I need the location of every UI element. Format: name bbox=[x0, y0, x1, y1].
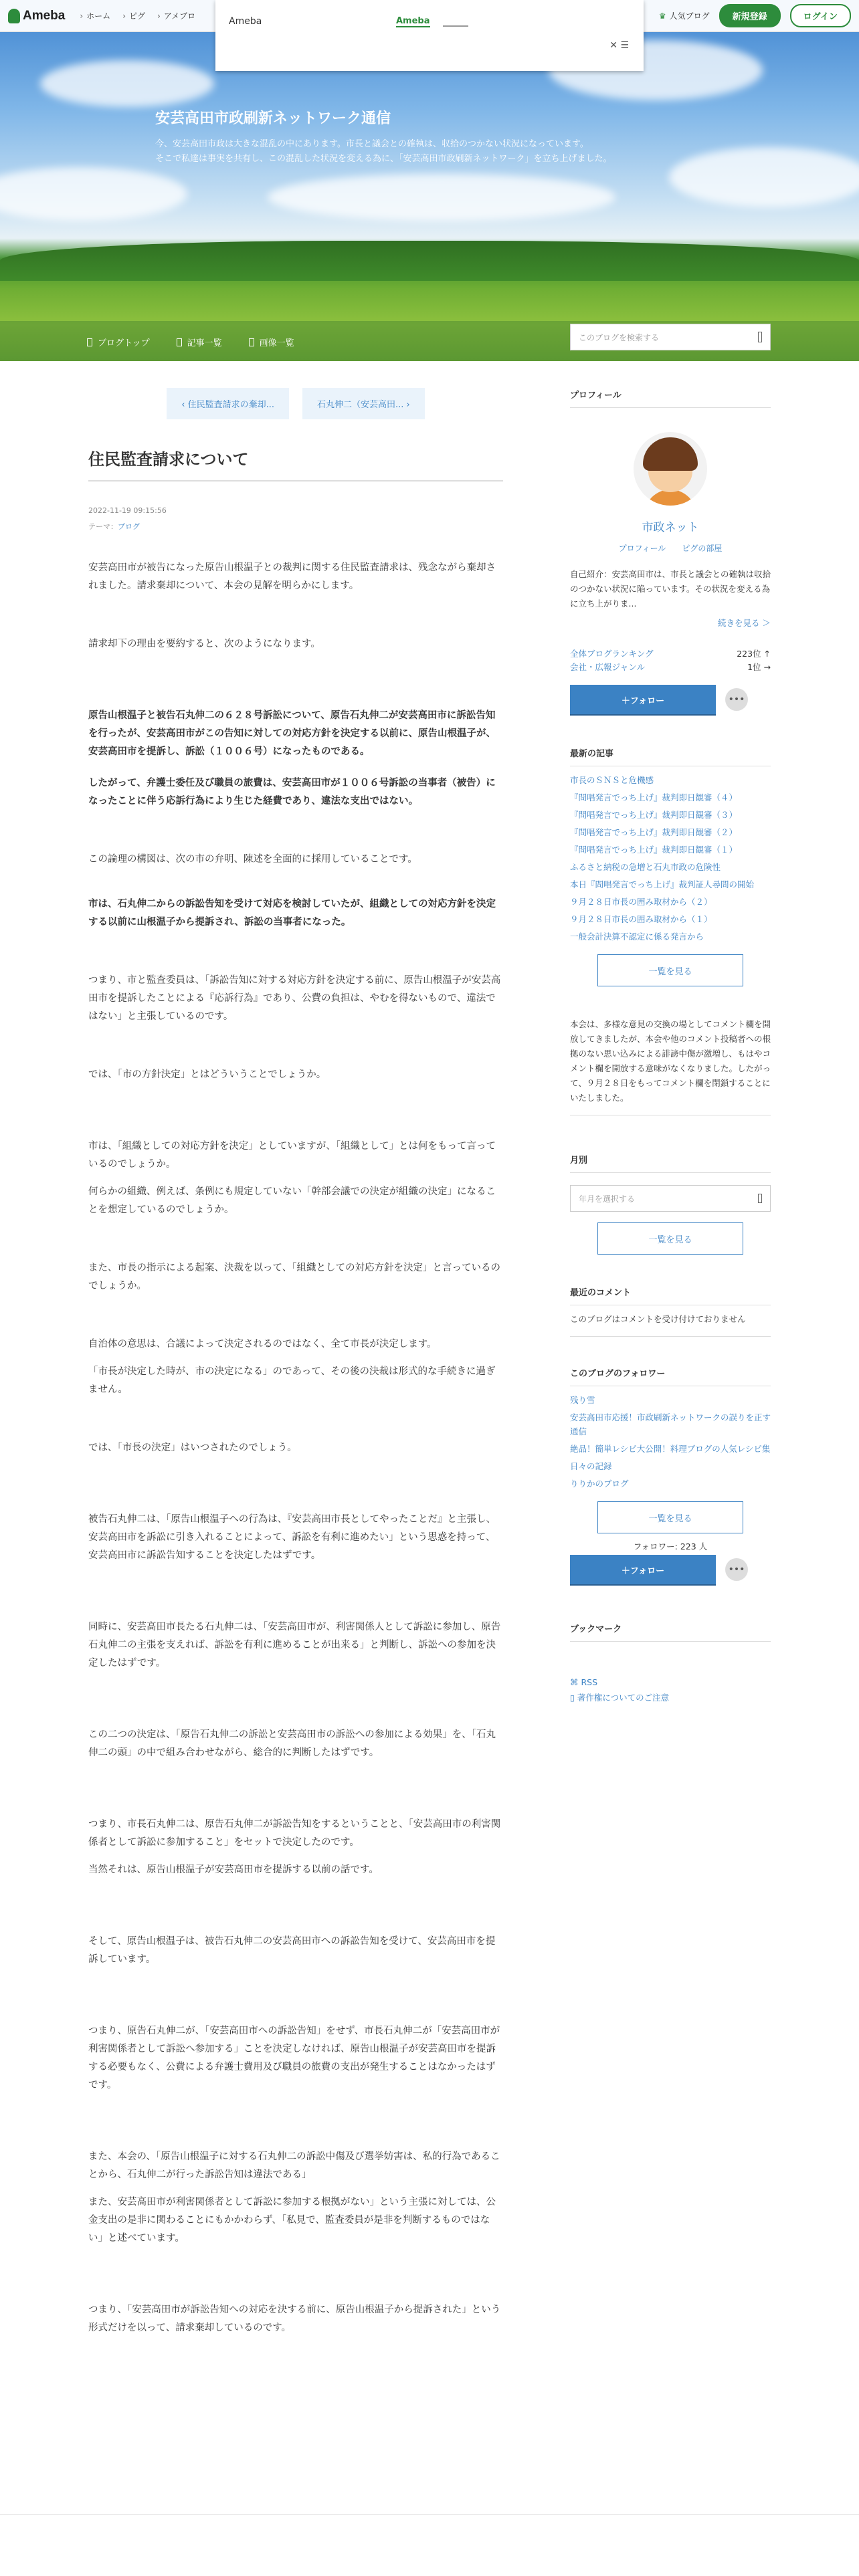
entry-body bbox=[88, 559, 503, 2337]
recent-heading: 最新の記事 bbox=[570, 746, 771, 766]
list-icon bbox=[177, 338, 182, 346]
nav-entry-list[interactable]: 記事一覧 bbox=[177, 336, 222, 348]
crown-icon: ♛ bbox=[658, 11, 666, 21]
followers-list-button[interactable]: 一覧を見る bbox=[597, 1501, 743, 1533]
rank-genre-value: 1位 → bbox=[747, 662, 771, 672]
main-column bbox=[88, 361, 503, 2337]
entry-paragraph: また、安芸高田市が利害関係者として訴訟に参加する根拠がない」という主張に対しては、公金支出の是非に関わることにもかかわらず、「私見で、監査委員が是非を判断するものではない」と述べています。 bbox=[88, 2197, 496, 2244]
month-select[interactable]: 年月を選択する bbox=[570, 1185, 771, 1212]
entry-paragraph: 市は、石丸伸二からの訴訟告知を受けて対応を検討していたが、組織としての対応方針を決定する以前に山根温子から提訴され、訴訟の当事者になった。 bbox=[88, 899, 496, 928]
entry-paragraph: 市は、「組織としての対応方針を決定」としていますが、「組織として」とは何をもって言っているのでしょうか。 bbox=[88, 1141, 496, 1170]
ad-brand: Ameba bbox=[229, 16, 262, 27]
recent-entry-link[interactable]: 『問唱発言でっち上げ』裁判即日観審（４） bbox=[570, 792, 738, 802]
entry-paragraph: つまり、市長石丸伸二は、原告石丸伸二が訴訟告知をするということと、「安芸高田市の利害関係者として訴訟に参加すること」をセットで決定したのです。 bbox=[88, 1819, 501, 1848]
topnav-pigg[interactable]: › ピグ bbox=[122, 10, 145, 21]
entry-paragraph: 自治体の意思は、合議によって決定されるのではなく、全て市長が決定します。 bbox=[88, 1339, 437, 1350]
rank-genre-link[interactable]: 会社・広報ジャンル bbox=[570, 662, 645, 672]
entry-paragraph: 「市長が決定した時が、市の決定になる」のであって、その後の決裁は形式的な手続きに過ぎません。 bbox=[88, 1366, 496, 1395]
blog-title[interactable]: 安芸高田市政刷新ネットワーク通信 bbox=[155, 110, 391, 127]
monthly-heading: 月別 bbox=[570, 1153, 771, 1173]
recent-entry-link[interactable]: 『問唱発言でっち上げ』裁判即日観審（３） bbox=[570, 810, 738, 820]
entry-paragraph: この論理の構図は、次の市の弁明、陳述を全面的に採用していることです。 bbox=[88, 854, 417, 865]
ameba-logo[interactable]: Ameba bbox=[8, 9, 65, 23]
profile-name[interactable]: 市政ネット bbox=[642, 521, 699, 534]
recent-list bbox=[570, 773, 771, 944]
entry-paragraph: この二つの決定は、「原告石丸伸二の訴訟と安芸高田市の訴訟への参加による効果」を、「石丸伸二の頭」の中で組み合わせながら、総合的に判断したはずです。 bbox=[88, 1729, 496, 1758]
entry-date: 2022-11-19 09:15:56 bbox=[88, 506, 167, 515]
recent-entry-link[interactable]: 『問唱発言でっち上げ』裁判即日観審（２） bbox=[570, 827, 738, 837]
entry-paragraph: また、市長の指示による起案、決裁を以って、「組織としての対応方針を決定」と言っているのでしょうか。 bbox=[88, 1263, 500, 1291]
ad-divider bbox=[443, 25, 468, 27]
theme-link[interactable]: ブログ bbox=[118, 522, 140, 531]
document-icon: ▯ bbox=[570, 1693, 577, 1703]
profile-text: 自己紹介：安芸高田市は、市長と議会との確執は収拾のつかない状況に陥っています。その状況を変える為に立ち上がりま... bbox=[570, 569, 771, 609]
entry-pager bbox=[88, 388, 503, 419]
entry-paragraph: そして、原告山根温子は、被告石丸伸二の安芸高田市への訴訟告知を受けて、安芸高田市を提訴しています。 bbox=[88, 1936, 496, 1965]
rss-link[interactable]: ⌘ RSS bbox=[570, 1677, 598, 1687]
follower-link[interactable]: 残り雪 bbox=[570, 1395, 595, 1405]
monthly-list-button[interactable]: 一覧を見る bbox=[597, 1222, 743, 1255]
image-icon bbox=[249, 338, 254, 346]
copyright-link[interactable]: ▯ 著作権についてのご注意 bbox=[570, 1693, 670, 1703]
entry-paragraph: 被告石丸伸二は、「原告山根温子への行為は、『安芸高田市長としてやったことだ』と主張し、安芸高田市を訴訟に引き入れることによって、訴訟を有利に進めたい」という思惑を持って、安芸高田市に訴訟告知することを決定したはずです。 bbox=[88, 1514, 496, 1561]
header-trees bbox=[0, 241, 859, 281]
blog-search-input[interactable] bbox=[570, 324, 771, 350]
entry-paragraph: つまり、「安芸高田市が訴訟告知への対応を決する前に、原告山根温子から提訴された」という形式だけを以って、請求棄却しているのです。 bbox=[88, 2304, 501, 2333]
ranking bbox=[570, 647, 771, 674]
recent-entry-link[interactable]: 一般会計決算不認定に係る発言から bbox=[570, 932, 704, 942]
more-options-icon[interactable]: ••• bbox=[725, 688, 748, 711]
notice-text: 本会は、多様な意見の交換の場としてコメント欄を開放してきましたが、本会や他のコメント投稿者への根拠のない思い込みによる誹謗中傷が激増し、もはやコメント欄を開放する意味がなくなりました。したがって、９月２８日をもってコメント欄を閉鎖することにいたしました。 bbox=[570, 1017, 771, 1115]
follower-link[interactable]: 安芸高田市応援！市政刷新ネットワークの誤りを正す通信 bbox=[570, 1412, 771, 1436]
chevron-down-icon bbox=[758, 1194, 762, 1203]
ad-link[interactable]: Ameba bbox=[396, 16, 430, 26]
follower-link[interactable]: りりかのブログ bbox=[570, 1479, 629, 1489]
chevron-right-icon: › bbox=[403, 400, 410, 410]
topnav-ameblo[interactable]: › アメブロ bbox=[157, 10, 195, 21]
home-icon bbox=[87, 338, 92, 346]
rss-icon: ⌘ bbox=[570, 1677, 581, 1687]
footer-divider bbox=[0, 2514, 859, 2515]
sidebar bbox=[570, 361, 771, 1705]
ad-close-icon[interactable]: ✕ ☰ bbox=[609, 40, 629, 51]
bookmark-heading: ブックマーク bbox=[570, 1622, 771, 1642]
entry-paragraph: 請求却下の理由を要約すると、次のようになります。 bbox=[88, 639, 320, 649]
entry-paragraph: 安芸高田市が被告になった原告山根温子との裁判に関する住民監査請求は、残念ながら棄却されました。請求棄却について、本会の見解を明らかにします。 bbox=[88, 562, 496, 591]
rank-all-link[interactable]: 全体ブログランキング bbox=[570, 649, 654, 659]
register-button[interactable]: 新規登録 bbox=[719, 4, 781, 27]
entry-paragraph: では、「市の方針決定」とはどういうことでしょうか。 bbox=[88, 1069, 326, 1080]
nav-blog-top[interactable]: ブログトップ bbox=[87, 336, 150, 348]
entry-paragraph: 何らかの組織、例えば、条例にも規定していない「幹部会議での決定が組織の決定」になることを想定しているのでしょうか。 bbox=[88, 1186, 496, 1215]
follow-button[interactable]: ＋フォロー bbox=[570, 685, 716, 714]
profile-links[interactable]: プロフィール ピグの部屋 bbox=[618, 544, 723, 553]
more-options-icon-bottom[interactable]: ••• bbox=[725, 1558, 748, 1581]
nav-image-list[interactable]: 画像一覧 bbox=[249, 336, 294, 348]
recent-entry-link[interactable]: ９月２８日市長の囲み取材から（２） bbox=[570, 897, 712, 907]
follow-button-bottom[interactable]: ＋フォロー bbox=[570, 1555, 716, 1584]
entry-paragraph: また、本会の、「原告山根温子に対する石丸伸二の訴訟中傷及び選挙妨害は、私的行為であることから、石丸伸二が行った訴訟告知は違法である」 bbox=[88, 2151, 500, 2180]
follower-list bbox=[570, 1393, 771, 1491]
chevron-left-icon: ‹ bbox=[181, 400, 188, 410]
recent-entry-link[interactable]: 『問唱発言でっち上げ』裁判即日観審（１） bbox=[570, 845, 738, 855]
profile-more-link[interactable]: 続きを見る ＞ bbox=[718, 618, 771, 628]
recent-entry-link[interactable]: ふるさと納税の急増と石丸市政の危険性 bbox=[570, 862, 721, 872]
prev-entry-link[interactable]: ‹ 住民監査請求の棄却... bbox=[167, 388, 289, 419]
comments-text: このブログはコメントを受け付けておりません bbox=[570, 1312, 771, 1337]
recent-entry-link[interactable]: 市長のＳＮＳと危機感 bbox=[570, 775, 654, 785]
blog-description: 今、安芸高田市政は大きな混乱の中にあります。市長と議会との確執は、収拾のつかない状況になっています。 そこで私達は事実を共有し、この混乱した状況を変える為に、「安芸高田市政刷新ネットワーク」を立ち上げました。 bbox=[155, 139, 612, 164]
rank-all-value: 223位 ↑ bbox=[737, 649, 771, 659]
next-entry-link[interactable]: 石丸伸二（安芸高田... › bbox=[302, 388, 425, 419]
login-button[interactable]: ログイン bbox=[790, 4, 851, 27]
entry-paragraph: では、「市長の決定」はいつされたのでしょう。 bbox=[88, 1442, 297, 1453]
follower-link[interactable]: 絶品！簡単レシピ大公開！料理ブログの人気レシピ集 bbox=[570, 1444, 771, 1454]
entry-paragraph: 同時に、安芸高田市長たる石丸伸二は、「安芸高田市が、利害関係人として訴訟に参加し、原告石丸伸二の主張を支えれば、訴訟を有利に進めることが出来る」と判断し、訴訟への参加を決定したはずです。 bbox=[88, 1622, 501, 1669]
entry-paragraph: 当然それは、原告山根温子が安芸高田市を提訴する以前の話です。 bbox=[88, 1864, 379, 1875]
ameba-logo-icon bbox=[8, 9, 20, 23]
topnav-home[interactable]: › ホーム bbox=[80, 10, 110, 21]
recent-entry-link[interactable]: 本日『問唱発言でっち上げ』裁判証人尋問の開始 bbox=[570, 879, 755, 889]
follower-count: フォロワー: 223 人 bbox=[633, 1541, 708, 1551]
followers-heading: このブログのフォロワー bbox=[570, 1366, 771, 1386]
comments-heading: 最近のコメント bbox=[570, 1285, 771, 1305]
entry-paragraph: つまり、市と監査委員は、「訴訟告知に対する対応方針を決定する前に、原告山根温子が安芸高田市を提訴したことによる『応訴行為』であり、公費の負担は、やむを得ないもので、違法ではない」と主張しているのです。 bbox=[88, 975, 501, 1022]
entry-paragraph: したがって、弁護士委任及び職員の旅費は、安芸高田市が１００６号訴訟の当事者（被告）になったことに伴う応訴行為により生じた経費であり、違法な支出ではない。 bbox=[88, 778, 496, 807]
entry-paragraph: つまり、原告石丸伸二が、「安芸高田市への訴訟告知」をせず、市長石丸伸二が「安芸高田市が利害関係者として訴訟へ参加する」ことを決定しなければ、原告山根温子が安芸高田市を提訴する必要もなく、公費による弁護士費用及び職員の旅費の支出が発生することはなかったはずです。 bbox=[88, 2026, 500, 2090]
ad-banner[interactable] bbox=[215, 0, 644, 71]
avatar[interactable] bbox=[634, 432, 707, 506]
popular-blog-link[interactable]: ♛ 人気ブログ bbox=[658, 11, 710, 21]
entry-paragraph: 原告山根温子と被告石丸伸二の６２８号訴訟について、原告石丸伸二が安芸高田市に訴訟告知を行ったが、安芸高田市がこの告知に対しての対応方針を決定する以前に、原告山根温子が、安芸高田市を提訴し、訴訟（１００６号）になったものである。 bbox=[88, 710, 496, 757]
search-icon[interactable] bbox=[758, 332, 762, 342]
entry-meta bbox=[88, 503, 503, 535]
profile-heading: プロフィール bbox=[570, 388, 771, 408]
entry-title[interactable]: 住民監査請求について bbox=[88, 446, 503, 481]
recent-list-button[interactable]: 一覧を見る bbox=[597, 954, 743, 986]
search-placeholder: このブログを検索する bbox=[579, 332, 660, 342]
recent-entry-link[interactable]: ９月２８日市長の囲み取材から（１） bbox=[570, 914, 712, 924]
theme-label: テーマ： bbox=[88, 522, 118, 531]
follower-link[interactable]: 日々の記録 bbox=[570, 1461, 612, 1471]
